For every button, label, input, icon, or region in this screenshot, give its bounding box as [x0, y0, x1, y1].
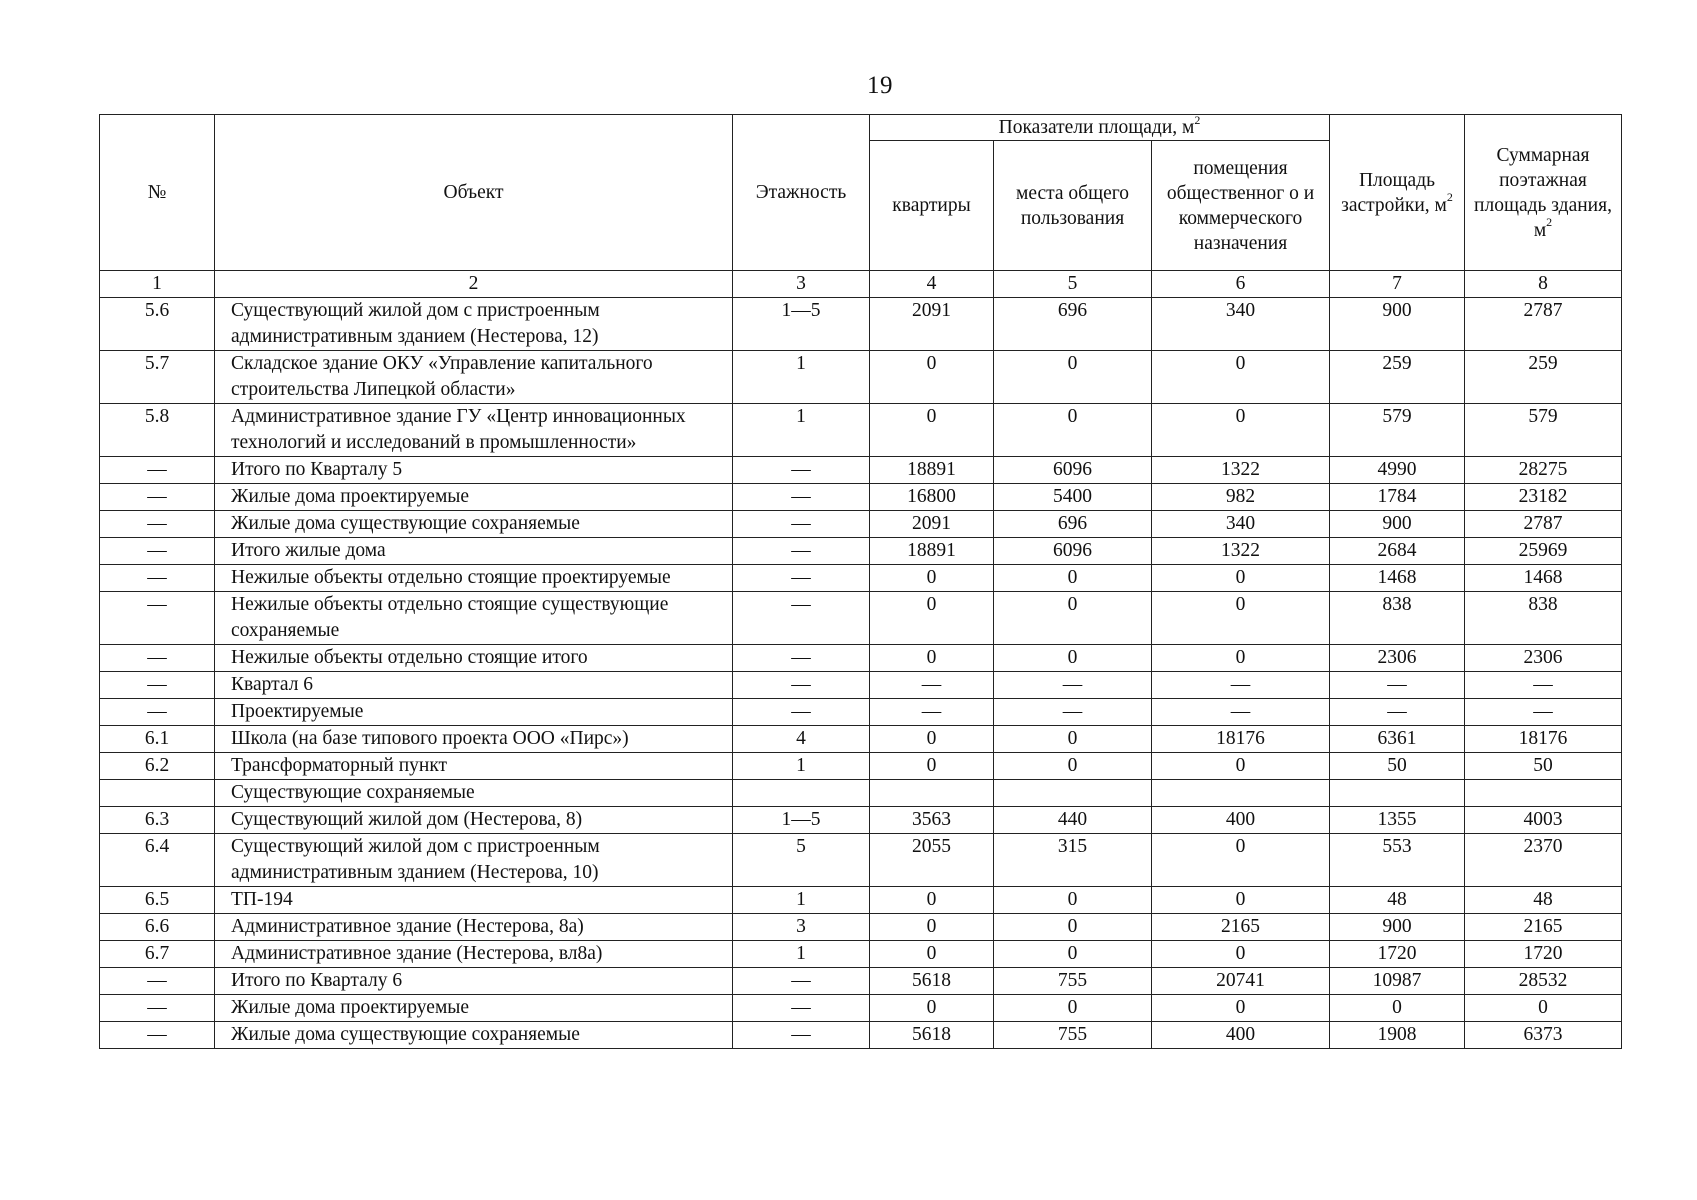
- header-total-floor-label: Суммарная поэтажная площадь здания, м: [1474, 144, 1612, 241]
- cell-apartments: 2055: [870, 834, 994, 887]
- cell-floors: —: [733, 699, 870, 726]
- cell-total: 18176: [1465, 726, 1622, 753]
- cell-apartments: 0: [870, 941, 994, 968]
- table-row: [100, 538, 1622, 565]
- cell-common: 0: [994, 995, 1152, 1022]
- cell-footprint: 1908: [1330, 1022, 1465, 1049]
- cell-total: —: [1465, 699, 1622, 726]
- cell-object: Итого по Кварталу 5: [215, 457, 733, 484]
- table-row: [100, 484, 1622, 511]
- header-object: Объект: [215, 115, 733, 271]
- cell-apartments: 5618: [870, 1022, 994, 1049]
- cell-object: Существующие сохраняемые: [215, 780, 733, 807]
- cell-public: 20741: [1152, 968, 1330, 995]
- cell-total: 2370: [1465, 834, 1622, 887]
- cell-floors: —: [733, 484, 870, 511]
- cell-num: —: [100, 538, 215, 565]
- cell-common: 0: [994, 645, 1152, 672]
- cell-floors: 1—5: [733, 298, 870, 351]
- table-row: [100, 351, 1622, 404]
- table-row: [100, 807, 1622, 834]
- cell-floors: 5: [733, 834, 870, 887]
- cell-common: 696: [994, 511, 1152, 538]
- column-index-row: [100, 271, 1622, 298]
- column-index: 6: [1152, 271, 1330, 298]
- cell-public: 0: [1152, 565, 1330, 592]
- cell-total: 6373: [1465, 1022, 1622, 1049]
- cell-apartments: 18891: [870, 457, 994, 484]
- cell-floors: —: [733, 995, 870, 1022]
- cell-apartments: 0: [870, 404, 994, 457]
- cell-public: 18176: [1152, 726, 1330, 753]
- cell-object: Жилые дома существующие сохраняемые: [215, 1022, 733, 1049]
- cell-num: —: [100, 457, 215, 484]
- cell-floors: —: [733, 457, 870, 484]
- header-footprint-label: Площадь застройки, м: [1341, 169, 1447, 216]
- cell-common: 5400: [994, 484, 1152, 511]
- header-floors: Этажность: [733, 115, 870, 271]
- cell-num: 6.1: [100, 726, 215, 753]
- cell-public: 1322: [1152, 457, 1330, 484]
- cell-object: Существующий жилой дом с пристроенным административным зданием (Нестерова, 10): [215, 834, 733, 887]
- cell-footprint: 838: [1330, 592, 1465, 645]
- cell-footprint: 48: [1330, 887, 1465, 914]
- cell-object: Нежилые объекты отдельно стоящие проектируемые: [215, 565, 733, 592]
- cell-num: 5.6: [100, 298, 215, 351]
- cell-footprint: 900: [1330, 914, 1465, 941]
- cell-public: 400: [1152, 807, 1330, 834]
- cell-floors: 4: [733, 726, 870, 753]
- cell-object: Нежилые объекты отдельно стоящие существующие сохраняемые: [215, 592, 733, 645]
- cell-num: 6.3: [100, 807, 215, 834]
- table-row: [100, 834, 1622, 887]
- cell-total: 838: [1465, 592, 1622, 645]
- cell-apartments: 2091: [870, 511, 994, 538]
- table-row: [100, 404, 1622, 457]
- cell-public: 340: [1152, 298, 1330, 351]
- cell-num: —: [100, 672, 215, 699]
- cell-object: Существующий жилой дом с пристроенным административным зданием (Нестерова, 12): [215, 298, 733, 351]
- cell-total: 0: [1465, 995, 1622, 1022]
- cell-num: 6.2: [100, 753, 215, 780]
- cell-common: 0: [994, 351, 1152, 404]
- cell-common: 440: [994, 807, 1152, 834]
- cell-num: —: [100, 968, 215, 995]
- cell-footprint: —: [1330, 672, 1465, 699]
- cell-footprint: 6361: [1330, 726, 1465, 753]
- table-row: [100, 914, 1622, 941]
- cell-object: Складское здание ОКУ «Управление капитального строительства Липецкой области»: [215, 351, 733, 404]
- cell-object: Квартал 6: [215, 672, 733, 699]
- cell-object: Нежилые объекты отдельно стоящие итого: [215, 645, 733, 672]
- header-apartments: квартиры: [870, 141, 994, 271]
- cell-common: 696: [994, 298, 1152, 351]
- cell-footprint: 1468: [1330, 565, 1465, 592]
- column-index: 7: [1330, 271, 1465, 298]
- cell-public: 0: [1152, 592, 1330, 645]
- cell-apartments: 0: [870, 592, 994, 645]
- cell-floors: —: [733, 1022, 870, 1049]
- cell-public: 0: [1152, 941, 1330, 968]
- cell-common: 0: [994, 404, 1152, 457]
- header-footprint: [1330, 115, 1465, 271]
- cell-total: 48: [1465, 887, 1622, 914]
- cell-apartments: —: [870, 699, 994, 726]
- column-index: 1: [100, 271, 215, 298]
- header-area-group-sup: 2: [1194, 112, 1201, 127]
- cell-object: Жилые дома проектируемые: [215, 484, 733, 511]
- cell-common: —: [994, 699, 1152, 726]
- table-body: [100, 298, 1622, 1049]
- cell-footprint: 4990: [1330, 457, 1465, 484]
- cell-apartments: 0: [870, 645, 994, 672]
- cell-public: 400: [1152, 1022, 1330, 1049]
- cell-public: 0: [1152, 834, 1330, 887]
- cell-apartments: 0: [870, 995, 994, 1022]
- cell-object: Жилые дома проектируемые: [215, 995, 733, 1022]
- area-indicators-table: [99, 114, 1622, 1049]
- cell-floors: 1—5: [733, 807, 870, 834]
- cell-floors: —: [733, 672, 870, 699]
- cell-num: 6.6: [100, 914, 215, 941]
- cell-footprint: 1720: [1330, 941, 1465, 968]
- cell-total: —: [1465, 672, 1622, 699]
- cell-object: Проектируемые: [215, 699, 733, 726]
- cell-object: Жилые дома существующие сохраняемые: [215, 511, 733, 538]
- cell-apartments: 2091: [870, 298, 994, 351]
- cell-public: —: [1152, 699, 1330, 726]
- cell-apartments: 0: [870, 887, 994, 914]
- table-row: [100, 1022, 1622, 1049]
- table-row: [100, 511, 1622, 538]
- cell-floors: —: [733, 538, 870, 565]
- cell-num: 6.5: [100, 887, 215, 914]
- cell-public: 0: [1152, 887, 1330, 914]
- cell-total: 4003: [1465, 807, 1622, 834]
- cell-floors: 1: [733, 887, 870, 914]
- cell-public: 1322: [1152, 538, 1330, 565]
- cell-apartments: 0: [870, 726, 994, 753]
- cell-apartments: [870, 780, 994, 807]
- cell-floors: 3: [733, 914, 870, 941]
- cell-object: Итого по Кварталу 6: [215, 968, 733, 995]
- header-public-commercial: помещения общественног о и коммерческого назначения: [1152, 141, 1330, 271]
- cell-footprint: —: [1330, 699, 1465, 726]
- cell-public: 0: [1152, 351, 1330, 404]
- cell-public: 2165: [1152, 914, 1330, 941]
- cell-footprint: 10987: [1330, 968, 1465, 995]
- cell-floors: 1: [733, 404, 870, 457]
- cell-footprint: 900: [1330, 298, 1465, 351]
- cell-object: Трансформаторный пункт: [215, 753, 733, 780]
- column-index: 4: [870, 271, 994, 298]
- cell-footprint: 50: [1330, 753, 1465, 780]
- page-number: 19: [867, 72, 893, 99]
- cell-footprint: 2684: [1330, 538, 1465, 565]
- cell-apartments: 0: [870, 914, 994, 941]
- cell-total: 23182: [1465, 484, 1622, 511]
- cell-num: 6.4: [100, 834, 215, 887]
- cell-public: 0: [1152, 753, 1330, 780]
- table-row: [100, 645, 1622, 672]
- cell-common: 6096: [994, 538, 1152, 565]
- cell-num: —: [100, 511, 215, 538]
- cell-footprint: 579: [1330, 404, 1465, 457]
- cell-total: 1720: [1465, 941, 1622, 968]
- cell-common: —: [994, 672, 1152, 699]
- cell-num: [100, 780, 215, 807]
- cell-total: 25969: [1465, 538, 1622, 565]
- cell-object: Итого жилые дома: [215, 538, 733, 565]
- table-row: [100, 592, 1622, 645]
- area-table-container: [99, 114, 1622, 1049]
- cell-floors: —: [733, 565, 870, 592]
- cell-total: 2306: [1465, 645, 1622, 672]
- cell-public: 0: [1152, 645, 1330, 672]
- cell-floors: —: [733, 511, 870, 538]
- cell-num: —: [100, 1022, 215, 1049]
- cell-common: 755: [994, 968, 1152, 995]
- cell-floors: 1: [733, 941, 870, 968]
- cell-apartments: 0: [870, 351, 994, 404]
- cell-object: Административное здание ГУ «Центр инновационных технологий и исследований в промышленности»: [215, 404, 733, 457]
- cell-object: Школа (на базе типового проекта ООО «Пирс»): [215, 726, 733, 753]
- cell-common: 0: [994, 753, 1152, 780]
- cell-common: 315: [994, 834, 1152, 887]
- table-row: [100, 753, 1622, 780]
- cell-apartments: —: [870, 672, 994, 699]
- header-total-floor: [1465, 115, 1622, 271]
- column-index: 8: [1465, 271, 1622, 298]
- cell-total: [1465, 780, 1622, 807]
- cell-public: 0: [1152, 995, 1330, 1022]
- cell-footprint: [1330, 780, 1465, 807]
- header-footprint-sup: 2: [1446, 190, 1453, 204]
- cell-public: [1152, 780, 1330, 807]
- cell-num: 5.7: [100, 351, 215, 404]
- table-row: [100, 995, 1622, 1022]
- cell-num: —: [100, 565, 215, 592]
- cell-common: 755: [994, 1022, 1152, 1049]
- cell-apartments: 5618: [870, 968, 994, 995]
- cell-total: 2787: [1465, 511, 1622, 538]
- table-header: [100, 112, 1622, 298]
- cell-object: Административное здание (Нестерова, вл8а): [215, 941, 733, 968]
- header-area-group-label: Показатели площади, м: [998, 117, 1195, 138]
- cell-total: 50: [1465, 753, 1622, 780]
- header-common: места общего пользования: [994, 141, 1152, 271]
- cell-apartments: 18891: [870, 538, 994, 565]
- table-row: [100, 565, 1622, 592]
- cell-common: 0: [994, 887, 1152, 914]
- header-area-group: [870, 112, 1330, 141]
- cell-total: 579: [1465, 404, 1622, 457]
- table-row: [100, 968, 1622, 995]
- cell-footprint: 900: [1330, 511, 1465, 538]
- cell-num: —: [100, 699, 215, 726]
- cell-total: 2787: [1465, 298, 1622, 351]
- cell-common: 0: [994, 726, 1152, 753]
- table-row: [100, 726, 1622, 753]
- cell-total: 28275: [1465, 457, 1622, 484]
- cell-floors: —: [733, 645, 870, 672]
- table-row: [100, 941, 1622, 968]
- cell-footprint: 553: [1330, 834, 1465, 887]
- table-row: [100, 457, 1622, 484]
- table-row: [100, 780, 1622, 807]
- cell-total: 2165: [1465, 914, 1622, 941]
- cell-public: 340: [1152, 511, 1330, 538]
- cell-num: —: [100, 995, 215, 1022]
- table-row: [100, 887, 1622, 914]
- cell-apartments: 0: [870, 565, 994, 592]
- cell-common: 6096: [994, 457, 1152, 484]
- cell-footprint: 1355: [1330, 807, 1465, 834]
- cell-public: 0: [1152, 404, 1330, 457]
- column-index: 2: [215, 271, 733, 298]
- cell-object: Существующий жилой дом (Нестерова, 8): [215, 807, 733, 834]
- cell-total: 28532: [1465, 968, 1622, 995]
- cell-floors: 1: [733, 351, 870, 404]
- cell-num: —: [100, 645, 215, 672]
- cell-total: 259: [1465, 351, 1622, 404]
- cell-total: 1468: [1465, 565, 1622, 592]
- cell-footprint: 2306: [1330, 645, 1465, 672]
- cell-num: —: [100, 484, 215, 511]
- cell-common: 0: [994, 914, 1152, 941]
- cell-object: Административное здание (Нестерова, 8а): [215, 914, 733, 941]
- cell-footprint: 259: [1330, 351, 1465, 404]
- table-row: [100, 699, 1622, 726]
- cell-common: 0: [994, 565, 1152, 592]
- table-row: [100, 298, 1622, 351]
- cell-floors: 1: [733, 753, 870, 780]
- header-num: №: [100, 115, 215, 271]
- cell-common: 0: [994, 941, 1152, 968]
- cell-common: 0: [994, 592, 1152, 645]
- cell-common: [994, 780, 1152, 807]
- cell-floors: [733, 780, 870, 807]
- column-index: 3: [733, 271, 870, 298]
- cell-apartments: 0: [870, 753, 994, 780]
- cell-floors: —: [733, 968, 870, 995]
- column-index: 5: [994, 271, 1152, 298]
- cell-num: —: [100, 592, 215, 645]
- cell-num: 5.8: [100, 404, 215, 457]
- header-total-floor-sup: 2: [1546, 215, 1553, 229]
- cell-footprint: 1784: [1330, 484, 1465, 511]
- cell-object: ТП-194: [215, 887, 733, 914]
- cell-floors: —: [733, 592, 870, 645]
- cell-public: —: [1152, 672, 1330, 699]
- cell-num: 6.7: [100, 941, 215, 968]
- cell-apartments: 16800: [870, 484, 994, 511]
- table-row: [100, 672, 1622, 699]
- cell-public: 982: [1152, 484, 1330, 511]
- cell-footprint: 0: [1330, 995, 1465, 1022]
- cell-apartments: 3563: [870, 807, 994, 834]
